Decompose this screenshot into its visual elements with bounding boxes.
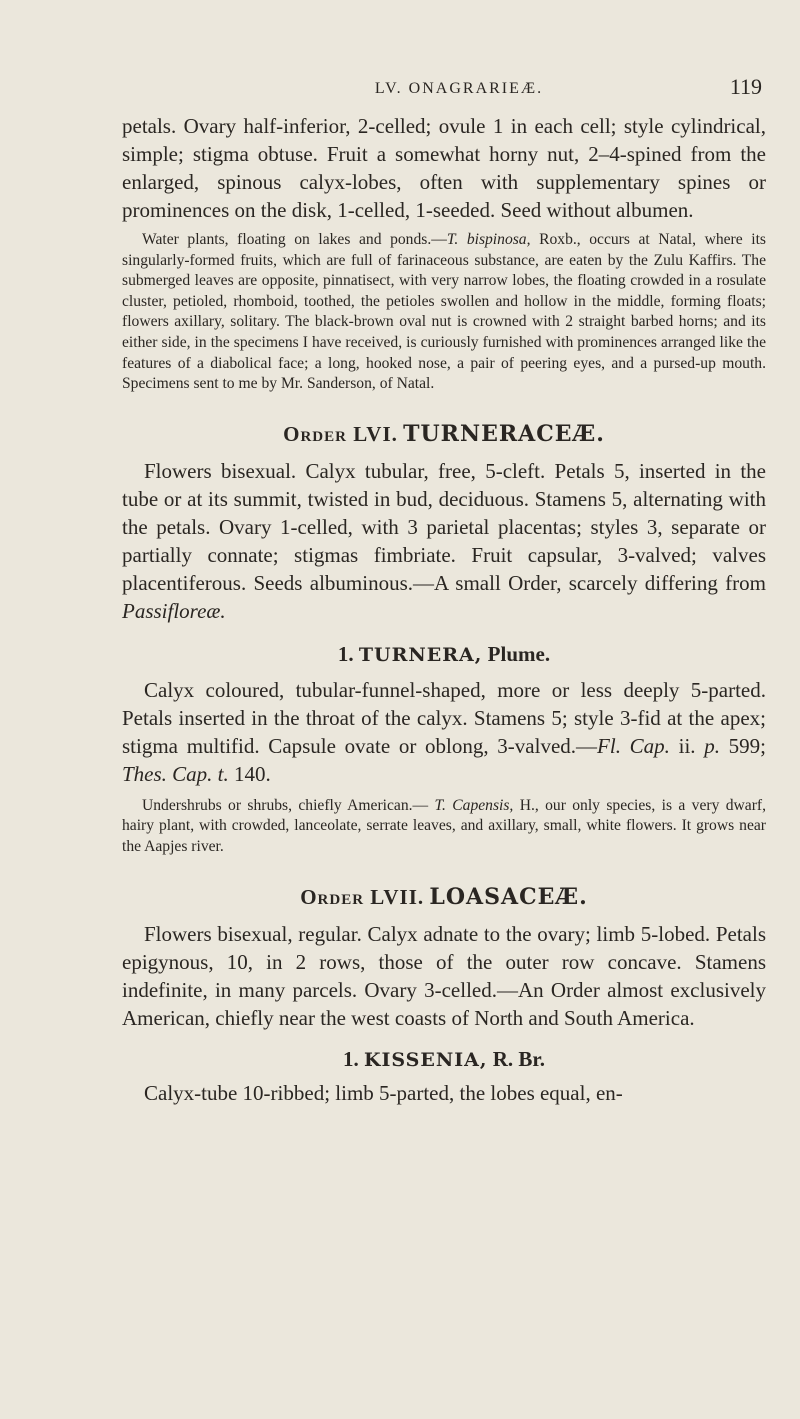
continued-description: petals. Ovary half-inferior, 2-celled; ovule 1 in each cell; style cylindrical, simple; stigma obtuse. Fruit a somewhat horny nut, 2–4-spined from the enlarged, spinous calyx-lobes, often with supplementary spines or prominences on the disk, 1-celled, 1-seeded. Seed without albumen. (122, 114, 766, 222)
genus-number: 1. (337, 641, 354, 666)
genus-common-name: Plume. (487, 641, 551, 666)
order-description-text: Flowers bisexual, regular. Calyx adnate to the ovary; limb 5-lobed. Petals epigynous, 10, in 2 rows, those of the outer row concave. Stamens indefinite, in many parcels. Ovary 3-celled.—An Order almost exclusively American, chiefly near the west coasts of North and South America. (122, 921, 766, 1030)
order-heading-loasaceae (122, 882, 766, 912)
order-description-turneraceae (122, 457, 766, 625)
order-description-loasaceae (122, 920, 766, 1032)
genus-heading-turnera (122, 639, 766, 670)
turnera-note-intro: Undershrubs or shrubs, chiefly American.— (142, 796, 435, 814)
trapa-note (122, 230, 766, 395)
page-number: 119 (729, 74, 762, 99)
order-label: Order LVI. (283, 421, 398, 446)
family-name: TURNERACEÆ. (403, 420, 605, 447)
genus-name: TURNERA, (358, 643, 483, 666)
genus-author: R. Br. (492, 1046, 546, 1071)
genus-number: 1. (342, 1046, 359, 1071)
order-description-italic: Passifloreæ. (122, 598, 226, 623)
genus-description-text: Calyx-tube 10-ribbed; limb 5-parted, the lobes equal, en- (144, 1080, 623, 1105)
turnera-note (122, 796, 766, 858)
genus-heading-kissenia (122, 1044, 766, 1075)
genus-ref-page: 599; (719, 733, 767, 758)
genus-description-kissenia (122, 1079, 766, 1107)
running-title: LV. ONAGRARIEÆ. (374, 80, 544, 97)
trapa-note-body: Roxb., occurs at Natal, where its singularly-formed fruits, which are full of farinaceous substance, are eaten by the Zulu Kaffirs. The submerged leaves are opposite, pinnatisect, with very narrow lobes, the floating crowded in a rosulate cluster, petioled, rhomboid, toothed, the petioles swollen and hollow in the middle, forming floats; flowers axillary, solitary. The black-brown oval nut is crowned with 2 straight barbed horns; and its either side, in the specimens I have received, is curiously furnished with prominences arranged like the features of a diabolical face; a long, hooked nose, a pair of peering eyes, and a pursed-up mouth. Specimens sent to me by Mr. Sanderson, of Natal. (122, 231, 766, 393)
genus-ref-plate: 140. (228, 761, 271, 786)
genus-description-turnera (122, 676, 766, 788)
order-heading-turneraceae (122, 419, 766, 449)
turnera-species-name: T. Capensis, (434, 796, 514, 814)
genus-ref-thesaurus: Thes. Cap. t. (122, 761, 229, 786)
running-head (122, 70, 766, 110)
order-label: Order LVII. (300, 884, 425, 909)
turnera-note-body: H., our only species, is a very dwarf, hairy plant, with crowded, lanceolate, serrate leaves, and axillary, small, white flowers. It grows near the Aapjes river. (122, 796, 766, 855)
family-name: LOASACEÆ. (429, 883, 588, 910)
genus-ref-flora: Fl. Cap. (597, 733, 670, 758)
order-description-text: Flowers bisexual. Calyx tubular, free, 5-cleft. Petals 5, inserted in the tube or at its summit, twisted in bud, deciduous. Stamens 5, alternating with the petals. Ovary 1-celled, with 3 parietal placentas; styles 3, separate or partially connate; stigmas fimbriate. Fruit capsular, 3-valved; valves placentiferous. Seeds albuminous.—A small Order, scarcely differing from (122, 458, 766, 595)
trapa-note-intro: Water plants, floating on lakes and ponds.— (142, 231, 447, 248)
trapa-species-name: T. bispinosa, (446, 231, 531, 248)
genus-name: KISSENIA, (363, 1048, 488, 1071)
genus-ref-page-abbr: p. (704, 733, 720, 758)
genus-ref-volume: ii. (669, 733, 705, 758)
genus-description-text: Calyx coloured, tubular-funnel-shaped, more or less deeply 5-parted. Petals inserted in the throat of the calyx. Stamens 5; style 3-fid at the apex; stigma multifid. Capsule ovate or oblong, 3-valved.— (122, 677, 766, 758)
